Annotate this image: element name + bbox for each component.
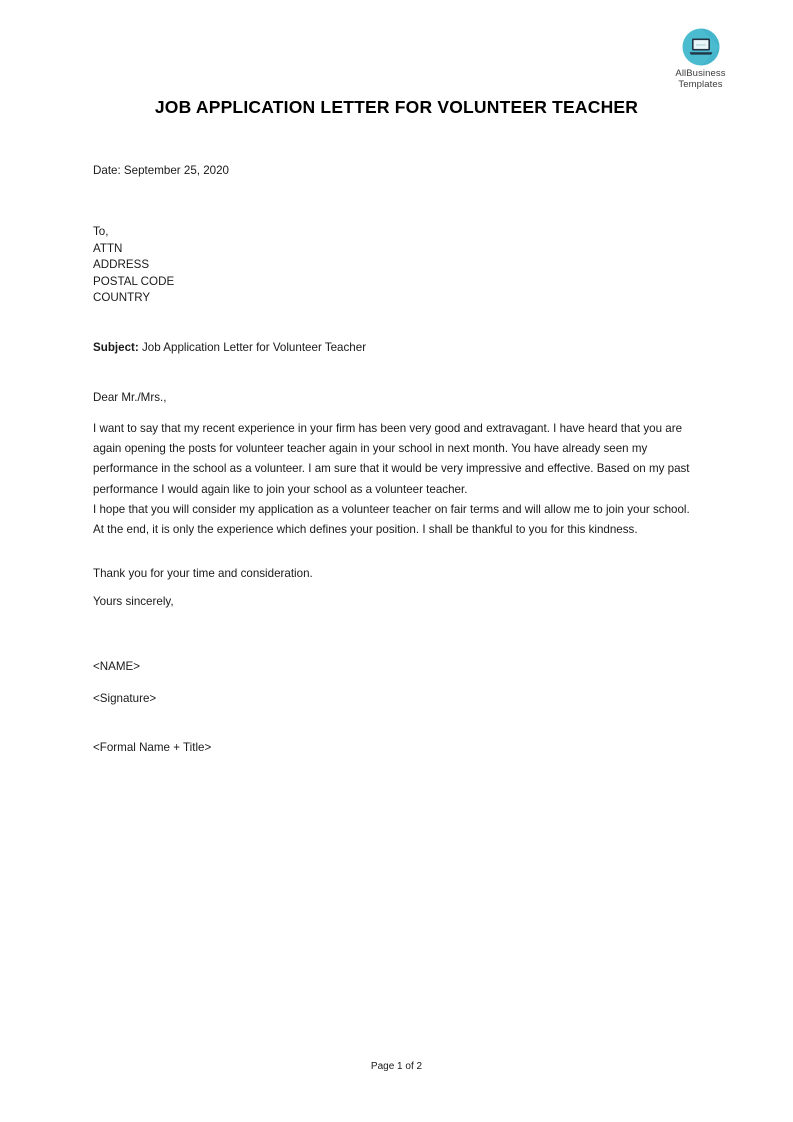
body-paragraph-2: I hope that you will consider my application as a volunteer teacher on fair terms and will allow me to join your school. At the end, it is only the experience which defines your position. I shall be thankful to you for this kindness. xyxy=(93,503,690,537)
laptop-icon xyxy=(682,28,720,66)
page-title: JOB APPLICATION LETTER FOR VOLUNTEER TEACHER xyxy=(154,97,639,117)
address-line-to: To, xyxy=(93,225,109,238)
date-line: Date: September 25, 2020 xyxy=(93,164,229,177)
logo-text xyxy=(653,68,748,90)
closing-valediction: Yours sincerely, xyxy=(93,595,174,608)
salutation: Dear Mr./Mrs., xyxy=(93,391,167,404)
logo-text-line2: Templates xyxy=(678,79,723,90)
subject-line xyxy=(93,338,366,358)
subject-text: Job Application Letter for Volunteer Teacher xyxy=(141,341,367,354)
address-line-address: ADDRESS xyxy=(93,258,150,272)
signature-name-placeholder: <NAME> xyxy=(93,660,141,673)
address-line-postal: POSTAL CODE xyxy=(93,274,175,288)
address-line-attn: ATTN xyxy=(93,241,123,255)
recipient-address-block xyxy=(93,224,174,307)
signature-formal-placeholder: <Formal Name + Title> xyxy=(93,741,212,754)
address-line-country: COUNTRY xyxy=(93,291,151,305)
body-paragraph-1: I want to say that my recent experience in your firm has been very good and extravagant. I have heard that you are again opening the posts for volunteer teacher again in your school in next month. You have already seen my performance in the school as a volunteer. I am sure that it would be very impressive and effective. Based on my past performance I would again like to join your school as a volunteer teacher. xyxy=(93,422,690,496)
signature-placeholder: <Signature> xyxy=(93,692,157,705)
closing-thanks: Thank you for your time and consideration. xyxy=(93,567,313,580)
page-footer: Page 1 of 2 xyxy=(370,1061,423,1072)
logo-text-line1: AllBusiness xyxy=(675,68,726,79)
allbusiness-templates-logo xyxy=(653,28,748,90)
subject-label: Subject: xyxy=(93,341,139,354)
